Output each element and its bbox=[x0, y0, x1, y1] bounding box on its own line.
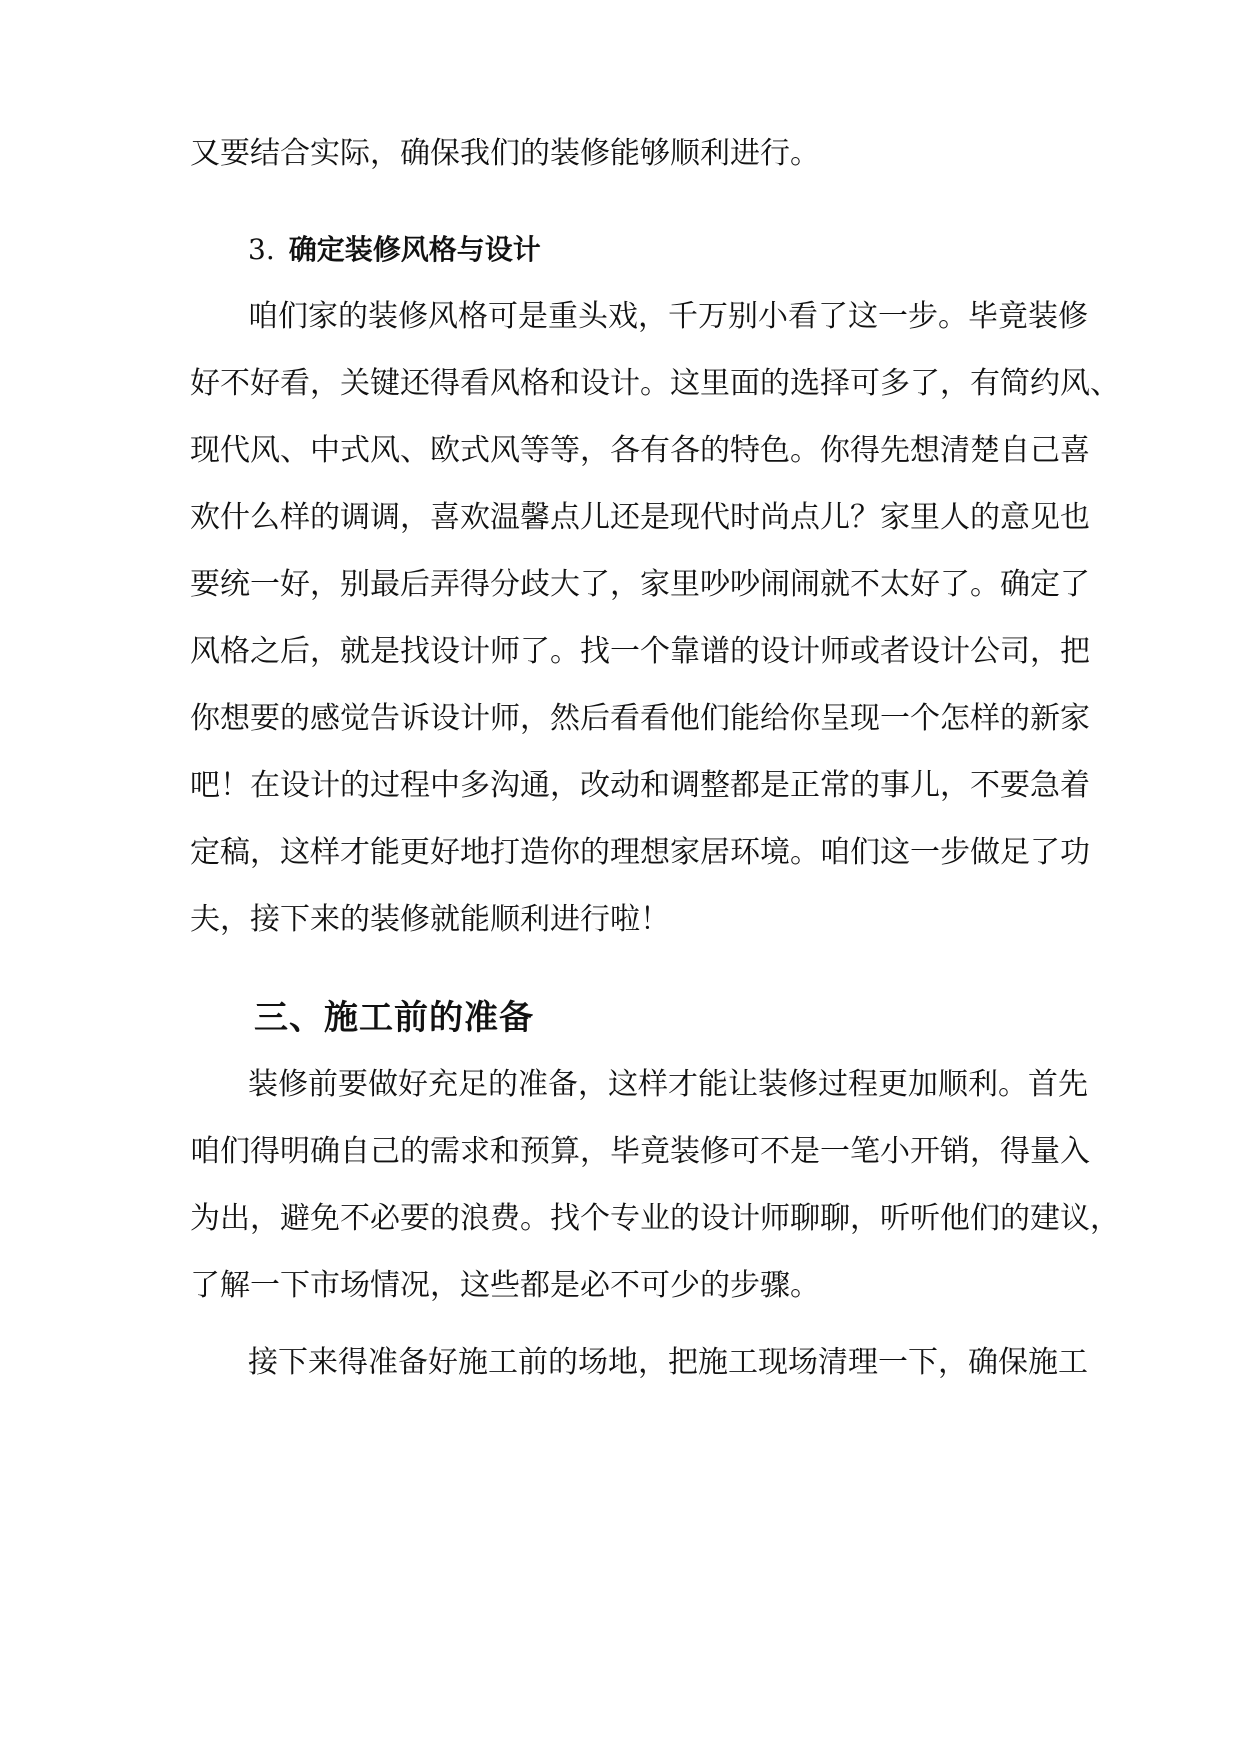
paragraph-line: 要统一好，别最后弄得分歧大了，家里吵吵闹闹就不太好了。确定了 bbox=[190, 567, 1090, 602]
paragraph-line: 咱们家的装修风格可是重头戏，千万别小看了这一步。毕竟装修 bbox=[248, 299, 1088, 334]
paragraph-line: 为出，避免不必要的浪费。找个专业的设计师聊聊，听听他们的建议， bbox=[190, 1201, 1120, 1236]
paragraph-line: 风格之后，就是找设计师了。找一个靠谱的设计师或者设计公司，把 bbox=[190, 634, 1090, 669]
paragraph-line: 装修前要做好充足的准备，这样才能让装修过程更加顺利。首先 bbox=[248, 1067, 1088, 1102]
section-heading bbox=[248, 230, 541, 270]
paragraph-line: 欢什么样的调调，喜欢温馨点儿还是现代时尚点儿？家里人的意见也 bbox=[190, 500, 1090, 535]
paragraph-line: 好不好看，关键还得看风格和设计。这里面的选择可多了，有简约风、 bbox=[190, 366, 1120, 401]
paragraph-line: 咱们得明确自己的需求和预算，毕竟装修可不是一笔小开销，得量入 bbox=[190, 1134, 1090, 1169]
paragraph-line: 夫，接下来的装修就能顺利进行啦！ bbox=[190, 902, 670, 937]
paragraph-line: 定稿，这样才能更好地打造你的理想家居环境。咱们这一步做足了功 bbox=[190, 835, 1090, 870]
chapter-heading: 三、施工前的准备 bbox=[254, 998, 534, 1038]
paragraph-line: 你想要的感觉告诉设计师，然后看看他们能给你呈现一个怎样的新家 bbox=[190, 701, 1090, 736]
section-title: 确定装修风格与设计 bbox=[288, 233, 541, 266]
paragraph-line: 了解一下市场情况，这些都是必不可少的步骤。 bbox=[190, 1268, 820, 1303]
paragraph-line: 接下来得准备好施工前的场地，把施工现场清理一下，确保施工 bbox=[248, 1345, 1088, 1380]
paragraph-line: 又要结合实际，确保我们的装修能够顺利进行。 bbox=[190, 136, 820, 171]
paragraph-line: 吧！在设计的过程中多沟通，改动和调整都是正常的事儿，不要急着 bbox=[190, 768, 1090, 803]
paragraph-line: 现代风、中式风、欧式风等等，各有各的特色。你得先想清楚自己喜 bbox=[190, 433, 1090, 468]
section-number: 3. bbox=[248, 233, 275, 266]
